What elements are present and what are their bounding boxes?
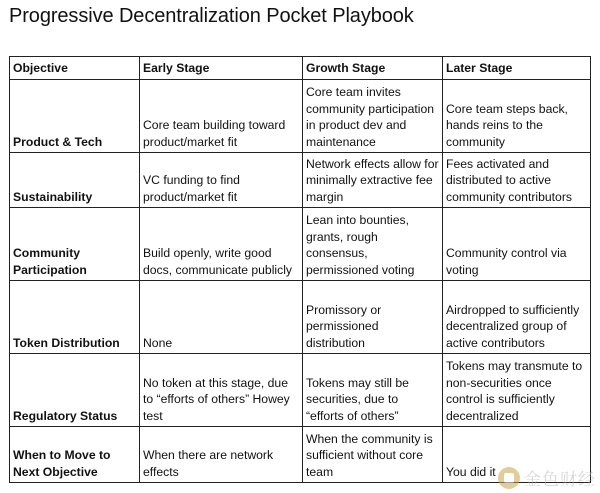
row-objective: Regulatory Status [10, 354, 140, 427]
cell-early: None [140, 281, 303, 354]
cell-later: Fees activated and distributed to active community contributors [443, 153, 591, 208]
watermark [498, 465, 596, 490]
watermark-text: 金色财经 [524, 470, 596, 490]
cell-later: Core team steps back, hands reins to the community [443, 80, 591, 153]
table-row [10, 80, 591, 153]
cell-later: Tokens may transmute to non-securities once control is sufficiently decentralized [443, 354, 591, 427]
row-objective: Sustainability [10, 153, 140, 208]
cell-later: Community control via voting [443, 208, 591, 281]
header-early-stage: Early Stage [140, 57, 303, 80]
header-growth-stage: Growth Stage [303, 57, 443, 80]
row-objective: When to Move to Next Objective [10, 427, 140, 483]
row-objective: Token Distribution [10, 281, 140, 354]
cell-growth: Promissory or permissioned distribution [303, 281, 443, 354]
table-row [10, 153, 591, 208]
cell-growth: Core team invites community participation in product dev and maintenance [303, 80, 443, 153]
table-row [10, 208, 591, 281]
table-row [10, 281, 591, 354]
row-objective: Community Participation [10, 208, 140, 281]
jinse-logo-icon [498, 467, 520, 489]
cell-later: You did it [443, 427, 591, 483]
table-header-row [10, 57, 591, 80]
playbook-table [9, 56, 591, 483]
cell-growth: Lean into bounties, grants, rough consensus, permissioned voting [303, 208, 443, 281]
cell-growth: When the community is sufficient without core team [303, 427, 443, 483]
cell-early: No token at this stage, due to “efforts of others” Howey test [140, 354, 303, 427]
header-later-stage: Later Stage [443, 57, 591, 80]
cell-growth: Network effects allow for minimally extractive fee margin [303, 153, 443, 208]
cell-early: Build openly, write good docs, communicate publicly [140, 208, 303, 281]
cell-growth: Tokens may still be securities, due to “efforts of others” [303, 354, 443, 427]
cell-early: Core team building toward product/market fit [140, 80, 303, 153]
row-objective: Product & Tech [10, 80, 140, 153]
table-row [10, 354, 591, 427]
cell-early: When there are network effects [140, 427, 303, 483]
cell-early: VC funding to find product/market fit [140, 153, 303, 208]
header-objective: Objective [10, 57, 140, 80]
page-title: Progressive Decentralization Pocket Playbook [9, 5, 414, 27]
cell-later: Airdropped to sufficiently decentralized group of active contributors [443, 281, 591, 354]
